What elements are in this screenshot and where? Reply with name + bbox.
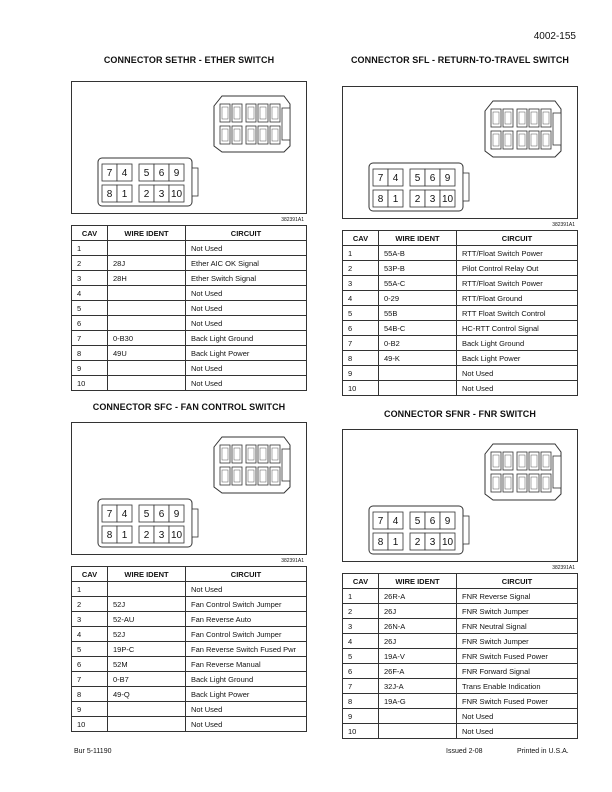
cav-cell: 8 bbox=[343, 694, 379, 709]
wire-ident-cell bbox=[108, 717, 186, 732]
table-row bbox=[72, 612, 307, 627]
page-number: 4002-155 bbox=[533, 31, 576, 42]
table-row bbox=[343, 619, 578, 634]
pin-label: 8 bbox=[106, 530, 113, 541]
table-row bbox=[72, 271, 307, 286]
cav-cell: 8 bbox=[72, 687, 108, 702]
circuit-cell: Back Light Ground bbox=[457, 336, 578, 351]
housing-cavity bbox=[517, 131, 527, 149]
pin-label: 5 bbox=[414, 516, 421, 527]
pin-label: 6 bbox=[158, 509, 165, 520]
circuit-cell: RTT/Float Switch Power bbox=[457, 276, 578, 291]
cav-cell: 6 bbox=[72, 657, 108, 672]
wire-ident-cell bbox=[108, 241, 186, 256]
table-row bbox=[72, 702, 307, 717]
cav-cell: 1 bbox=[72, 241, 108, 256]
pin-face-key bbox=[192, 168, 198, 196]
header-wire-ident: WIRE IDENT bbox=[379, 231, 457, 246]
wire-ident-cell bbox=[379, 366, 457, 381]
housing-cavity bbox=[232, 126, 242, 144]
cav-cell: 7 bbox=[343, 336, 379, 351]
table-row bbox=[72, 657, 307, 672]
connector-drawing bbox=[72, 82, 308, 213]
table-row bbox=[343, 261, 578, 276]
header-wire-ident: WIRE IDENT bbox=[108, 567, 186, 582]
pin-label: 3 bbox=[158, 189, 165, 200]
header-cav: CAV bbox=[72, 567, 108, 582]
cav-cell: 10 bbox=[72, 717, 108, 732]
cav-cell: 4 bbox=[343, 291, 379, 306]
header-circuit: CIRCUIT bbox=[186, 226, 307, 241]
circuit-cell: Fan Control Switch Jumper bbox=[186, 597, 307, 612]
wire-ident-cell bbox=[108, 702, 186, 717]
figure-ref: 382391A1 bbox=[281, 558, 304, 564]
cav-cell: 4 bbox=[72, 627, 108, 642]
cav-cell: 10 bbox=[343, 724, 379, 739]
housing-cavity bbox=[246, 126, 256, 144]
cav-cell: 5 bbox=[343, 306, 379, 321]
cav-cell: 6 bbox=[343, 664, 379, 679]
wire-ident-cell: 26J bbox=[379, 604, 457, 619]
pin-label: 4 bbox=[121, 509, 128, 520]
housing-cavity bbox=[270, 467, 280, 485]
cav-cell: 9 bbox=[343, 709, 379, 724]
circuit-cell: Back Light Ground bbox=[186, 672, 307, 687]
footer-printed: Printed in U.S.A. bbox=[517, 748, 569, 755]
circuit-cell: Back Light Ground bbox=[186, 331, 307, 346]
circuit-cell: Not Used bbox=[457, 381, 578, 396]
table-row bbox=[343, 336, 578, 351]
cav-cell: 3 bbox=[343, 276, 379, 291]
housing-cavity bbox=[517, 474, 527, 492]
table-row bbox=[72, 286, 307, 301]
connector-drawing bbox=[343, 430, 579, 561]
pin-label: 9 bbox=[444, 173, 451, 184]
wire-ident-cell: 32J-A bbox=[379, 679, 457, 694]
cav-cell: 2 bbox=[343, 261, 379, 276]
connector-section bbox=[71, 402, 307, 732]
header-wire-ident: WIRE IDENT bbox=[379, 574, 457, 589]
housing-cavity bbox=[491, 109, 501, 127]
wire-ident-cell: 28H bbox=[108, 271, 186, 286]
cav-cell: 2 bbox=[343, 604, 379, 619]
figure-ref: 382391A1 bbox=[281, 217, 304, 223]
connector-drawing bbox=[72, 423, 308, 554]
pin-label: 4 bbox=[121, 168, 128, 179]
wire-ident-cell: 49-Q bbox=[108, 687, 186, 702]
circuit-cell: Fan Reverse Manual bbox=[186, 657, 307, 672]
header-cav: CAV bbox=[343, 574, 379, 589]
housing-cavity bbox=[220, 104, 230, 122]
pin-label: 5 bbox=[414, 173, 421, 184]
housing-cavity bbox=[541, 131, 551, 149]
circuit-cell: FNR Switch Jumper bbox=[457, 604, 578, 619]
table-header-row bbox=[343, 231, 578, 246]
table-row bbox=[72, 672, 307, 687]
connector-section bbox=[71, 55, 307, 391]
table-row bbox=[343, 709, 578, 724]
housing-cavity bbox=[258, 445, 268, 463]
circuit-table bbox=[342, 573, 578, 739]
connector-illustration bbox=[71, 81, 307, 223]
housing-cavity bbox=[220, 445, 230, 463]
cav-cell: 3 bbox=[72, 271, 108, 286]
housing-cavity bbox=[529, 131, 539, 149]
circuit-cell: Not Used bbox=[186, 286, 307, 301]
housing-cavity bbox=[258, 104, 268, 122]
table-row bbox=[343, 604, 578, 619]
housing-cavity bbox=[491, 474, 501, 492]
wire-ident-cell: 49-K bbox=[379, 351, 457, 366]
housing-latch bbox=[282, 449, 290, 481]
housing-latch bbox=[282, 108, 290, 140]
pin-label: 9 bbox=[444, 516, 451, 527]
circuit-cell: Back Light Power bbox=[186, 687, 307, 702]
circuit-cell: Not Used bbox=[186, 316, 307, 331]
pin-label: 2 bbox=[414, 194, 421, 205]
cav-cell: 4 bbox=[343, 634, 379, 649]
housing-cavity bbox=[503, 131, 513, 149]
pin-label: 5 bbox=[143, 168, 150, 179]
table-row bbox=[72, 316, 307, 331]
pin-label: 1 bbox=[121, 189, 128, 200]
table-row bbox=[343, 306, 578, 321]
wire-ident-cell: 0-29 bbox=[379, 291, 457, 306]
table-row bbox=[343, 679, 578, 694]
cav-cell: 8 bbox=[343, 351, 379, 366]
circuit-table bbox=[71, 225, 307, 391]
wire-ident-cell: 55A-C bbox=[379, 276, 457, 291]
cav-cell: 8 bbox=[72, 346, 108, 361]
wire-ident-cell: 26R-A bbox=[379, 589, 457, 604]
table-row bbox=[72, 346, 307, 361]
circuit-cell: Fan Reverse Auto bbox=[186, 612, 307, 627]
pin-label: 5 bbox=[143, 509, 150, 520]
wire-ident-cell: 52J bbox=[108, 627, 186, 642]
table-row bbox=[72, 361, 307, 376]
wire-ident-cell: 19A-G bbox=[379, 694, 457, 709]
pin-label: 4 bbox=[392, 173, 399, 184]
housing-latch bbox=[553, 113, 561, 145]
wire-ident-cell bbox=[108, 582, 186, 597]
cav-cell: 10 bbox=[343, 381, 379, 396]
circuit-cell: FNR Reverse Signal bbox=[457, 589, 578, 604]
cav-cell: 5 bbox=[72, 642, 108, 657]
wire-ident-cell bbox=[108, 376, 186, 391]
circuit-cell: Not Used bbox=[186, 301, 307, 316]
cav-cell: 2 bbox=[72, 256, 108, 271]
pin-label: 1 bbox=[392, 537, 399, 548]
circuit-cell: FNR Forward Signal bbox=[457, 664, 578, 679]
table-row bbox=[343, 276, 578, 291]
housing-cavity bbox=[258, 126, 268, 144]
wire-ident-cell bbox=[379, 709, 457, 724]
table-row bbox=[72, 717, 307, 732]
housing-cavity bbox=[517, 109, 527, 127]
table-row bbox=[72, 256, 307, 271]
connector-section bbox=[342, 55, 578, 396]
cav-cell: 9 bbox=[72, 702, 108, 717]
pin-label: 4 bbox=[392, 516, 399, 527]
circuit-cell: Not Used bbox=[186, 717, 307, 732]
housing-cavity bbox=[232, 467, 242, 485]
table-row bbox=[72, 241, 307, 256]
cav-cell: 10 bbox=[72, 376, 108, 391]
pin-label: 6 bbox=[429, 516, 436, 527]
housing-cavity bbox=[232, 104, 242, 122]
table-header-row bbox=[72, 567, 307, 582]
housing-cavity bbox=[517, 452, 527, 470]
table-row bbox=[72, 687, 307, 702]
circuit-cell: Fan Control Switch Jumper bbox=[186, 627, 307, 642]
circuit-cell: Not Used bbox=[186, 241, 307, 256]
table-row bbox=[343, 664, 578, 679]
pin-label: 7 bbox=[377, 516, 384, 527]
connector-section bbox=[342, 409, 578, 739]
housing-cavity bbox=[491, 131, 501, 149]
housing-cavity bbox=[232, 445, 242, 463]
table-row bbox=[343, 366, 578, 381]
housing-cavity bbox=[258, 467, 268, 485]
connector-title: CONNECTOR SETHR - ETHER SWITCH bbox=[103, 55, 275, 65]
header-circuit: CIRCUIT bbox=[457, 574, 578, 589]
header-cav: CAV bbox=[72, 226, 108, 241]
wire-ident-cell: 49U bbox=[108, 346, 186, 361]
figure-ref: 382391A1 bbox=[552, 222, 575, 228]
connector-title: CONNECTOR SFNR - FNR SWITCH bbox=[383, 409, 537, 419]
wire-ident-cell: 19P-C bbox=[108, 642, 186, 657]
pin-label: 9 bbox=[173, 509, 180, 520]
housing-cavity bbox=[246, 445, 256, 463]
pin-label: 8 bbox=[377, 194, 384, 205]
housing-cavity bbox=[541, 474, 551, 492]
connector-illustration bbox=[342, 86, 578, 228]
wire-ident-cell bbox=[379, 724, 457, 739]
circuit-cell: Not Used bbox=[186, 582, 307, 597]
wire-ident-cell: 26N-A bbox=[379, 619, 457, 634]
housing-cavity bbox=[246, 104, 256, 122]
wire-ident-cell bbox=[108, 361, 186, 376]
housing-cavity bbox=[529, 109, 539, 127]
cav-cell: 5 bbox=[343, 649, 379, 664]
pin-label: 10 bbox=[441, 537, 454, 548]
header-wire-ident: WIRE IDENT bbox=[108, 226, 186, 241]
cav-cell: 9 bbox=[72, 361, 108, 376]
wire-ident-cell: 55B bbox=[379, 306, 457, 321]
housing-cavity bbox=[503, 474, 513, 492]
wire-ident-cell bbox=[108, 286, 186, 301]
wire-ident-cell: 0-B7 bbox=[108, 672, 186, 687]
connector-illustration bbox=[342, 429, 578, 571]
cav-cell: 6 bbox=[343, 321, 379, 336]
circuit-cell: Ether AIC OK Signal bbox=[186, 256, 307, 271]
pin-label: 3 bbox=[429, 194, 436, 205]
wire-ident-cell: 19A-V bbox=[379, 649, 457, 664]
housing-cavity bbox=[270, 126, 280, 144]
table-row bbox=[343, 351, 578, 366]
circuit-table bbox=[342, 230, 578, 396]
pin-face-key bbox=[463, 173, 469, 201]
footer-issued: Issued 2-08 bbox=[446, 748, 483, 755]
cav-cell: 2 bbox=[72, 597, 108, 612]
pin-label: 2 bbox=[414, 537, 421, 548]
circuit-cell: Not Used bbox=[186, 702, 307, 717]
table-header-row bbox=[72, 226, 307, 241]
circuit-cell: Not Used bbox=[457, 709, 578, 724]
circuit-cell: Back Light Power bbox=[186, 346, 307, 361]
table-row bbox=[343, 649, 578, 664]
pin-label: 6 bbox=[429, 173, 436, 184]
cav-cell: 3 bbox=[343, 619, 379, 634]
circuit-cell: Not Used bbox=[186, 376, 307, 391]
circuit-cell: RTT/Float Switch Power bbox=[457, 246, 578, 261]
circuit-cell: FNR Switch Fused Power bbox=[457, 694, 578, 709]
pin-label: 10 bbox=[170, 189, 183, 200]
table-row bbox=[72, 376, 307, 391]
wire-ident-cell: 54B-C bbox=[379, 321, 457, 336]
housing-cavity bbox=[529, 452, 539, 470]
housing-cavity bbox=[246, 467, 256, 485]
circuit-cell: FNR Neutral Signal bbox=[457, 619, 578, 634]
housing-cavity bbox=[270, 104, 280, 122]
table-row bbox=[72, 331, 307, 346]
housing-cavity bbox=[220, 126, 230, 144]
cav-cell: 5 bbox=[72, 301, 108, 316]
housing-cavity bbox=[491, 452, 501, 470]
pin-label: 6 bbox=[158, 168, 165, 179]
circuit-cell: Not Used bbox=[457, 366, 578, 381]
circuit-cell: Trans Enable Indication bbox=[457, 679, 578, 694]
wire-ident-cell bbox=[379, 381, 457, 396]
wire-ident-cell: 52M bbox=[108, 657, 186, 672]
table-row bbox=[343, 634, 578, 649]
circuit-cell: Fan Reverse Switch Fused Pwr bbox=[186, 642, 307, 657]
table-row bbox=[72, 582, 307, 597]
wire-ident-cell: 26J bbox=[379, 634, 457, 649]
pin-label: 2 bbox=[143, 530, 150, 541]
header-cav: CAV bbox=[343, 231, 379, 246]
wire-ident-cell bbox=[108, 301, 186, 316]
pin-label: 10 bbox=[170, 530, 183, 541]
cav-cell: 1 bbox=[72, 582, 108, 597]
table-header-row bbox=[343, 574, 578, 589]
table-row bbox=[72, 642, 307, 657]
pin-label: 3 bbox=[429, 537, 436, 548]
wire-ident-cell: 52J bbox=[108, 597, 186, 612]
wire-ident-cell bbox=[108, 316, 186, 331]
cav-cell: 7 bbox=[72, 672, 108, 687]
circuit-cell: Ether Switch Signal bbox=[186, 271, 307, 286]
pin-face-key bbox=[463, 516, 469, 544]
cav-cell: 6 bbox=[72, 316, 108, 331]
table-row bbox=[72, 597, 307, 612]
housing-cavity bbox=[503, 452, 513, 470]
housing-cavity bbox=[220, 467, 230, 485]
pin-label: 1 bbox=[121, 530, 128, 541]
connector-title: CONNECTOR SFC - FAN CONTROL SWITCH bbox=[92, 402, 286, 412]
cav-cell: 7 bbox=[72, 331, 108, 346]
wire-ident-cell: 52-AU bbox=[108, 612, 186, 627]
table-row bbox=[72, 301, 307, 316]
wire-ident-cell: 55A-B bbox=[379, 246, 457, 261]
circuit-cell: FNR Switch Fused Power bbox=[457, 649, 578, 664]
housing-cavity bbox=[270, 445, 280, 463]
table-row bbox=[72, 627, 307, 642]
connector-drawing bbox=[343, 87, 579, 218]
table-row bbox=[343, 724, 578, 739]
table-row bbox=[343, 381, 578, 396]
cav-cell: 3 bbox=[72, 612, 108, 627]
wire-ident-cell: 0-B30 bbox=[108, 331, 186, 346]
pin-label: 2 bbox=[143, 189, 150, 200]
table-row bbox=[343, 291, 578, 306]
circuit-cell: FNR Switch Jumper bbox=[457, 634, 578, 649]
wire-ident-cell: 28J bbox=[108, 256, 186, 271]
pin-label: 7 bbox=[106, 509, 113, 520]
circuit-cell: RTT Float Switch Control bbox=[457, 306, 578, 321]
circuit-cell: Pilot Control Relay Out bbox=[457, 261, 578, 276]
cav-cell: 7 bbox=[343, 679, 379, 694]
footer-left: Bur 5-11190 bbox=[74, 748, 112, 755]
pin-label: 8 bbox=[106, 189, 113, 200]
housing-latch bbox=[553, 456, 561, 488]
connector-illustration bbox=[71, 422, 307, 564]
wire-ident-cell: 53P-B bbox=[379, 261, 457, 276]
table-row bbox=[343, 589, 578, 604]
circuit-cell: RTT/Float Ground bbox=[457, 291, 578, 306]
cav-cell: 1 bbox=[343, 246, 379, 261]
housing-cavity bbox=[541, 109, 551, 127]
pin-label: 1 bbox=[392, 194, 399, 205]
circuit-cell: HC-RTT Control Signal bbox=[457, 321, 578, 336]
cav-cell: 4 bbox=[72, 286, 108, 301]
connector-title: CONNECTOR SFL - RETURN-TO-TRAVEL SWITCH bbox=[350, 55, 570, 65]
pin-label: 8 bbox=[377, 537, 384, 548]
circuit-table bbox=[71, 566, 307, 732]
wire-ident-cell: 0-B2 bbox=[379, 336, 457, 351]
header-circuit: CIRCUIT bbox=[186, 567, 307, 582]
figure-ref: 382391A1 bbox=[552, 565, 575, 571]
circuit-cell: Not Used bbox=[457, 724, 578, 739]
pin-label: 7 bbox=[377, 173, 384, 184]
pin-label: 9 bbox=[173, 168, 180, 179]
table-row bbox=[343, 321, 578, 336]
cav-cell: 9 bbox=[343, 366, 379, 381]
pin-face-key bbox=[192, 509, 198, 537]
housing-cavity bbox=[541, 452, 551, 470]
cav-cell: 1 bbox=[343, 589, 379, 604]
header-circuit: CIRCUIT bbox=[457, 231, 578, 246]
table-row bbox=[343, 694, 578, 709]
wire-ident-cell: 26F-A bbox=[379, 664, 457, 679]
circuit-cell: Back Light Power bbox=[457, 351, 578, 366]
pin-label: 7 bbox=[106, 168, 113, 179]
pin-label: 3 bbox=[158, 530, 165, 541]
housing-cavity bbox=[529, 474, 539, 492]
housing-cavity bbox=[503, 109, 513, 127]
pin-label: 10 bbox=[441, 194, 454, 205]
table-row bbox=[343, 246, 578, 261]
circuit-cell: Not Used bbox=[186, 361, 307, 376]
